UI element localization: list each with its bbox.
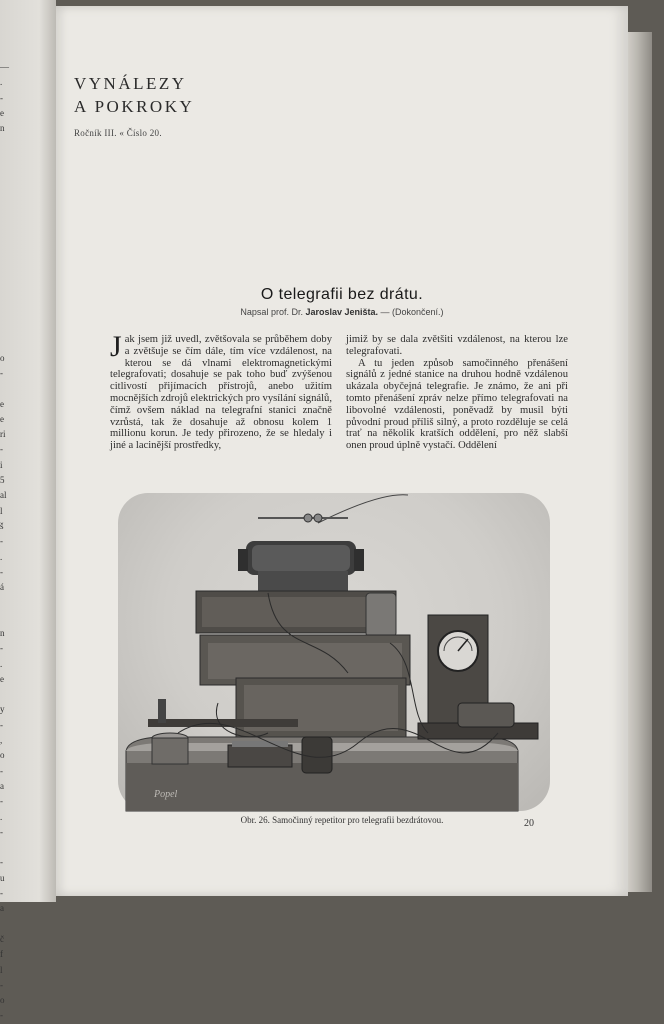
repeater-illustration (118, 493, 550, 811)
left-facing-page (0, 0, 56, 1021)
byline-suffix: — (Dokončení.) (380, 307, 444, 317)
magazine-title-line2: A POKROKY (74, 97, 195, 116)
book-page-edges (628, 32, 652, 892)
text-column-right (346, 334, 568, 452)
article-byline (56, 307, 628, 317)
page-number: 20 (524, 818, 534, 829)
magazine-title-line1: VYNÁLEZY (74, 74, 187, 93)
left-page-margin-text: — . - e n o - e e ri - i 5 al l š - . - á n - . e y - , o - a - . - - u - a č f l - o - (0, 62, 9, 1021)
paragraph: jimiž by se dala zvětšiti vzdálenost, na kterou lze telegrafovati. (346, 334, 568, 357)
drop-cap: J (110, 330, 122, 363)
byline-author: Jaroslav Jeništa. (305, 307, 379, 317)
apparatus-engraving (118, 493, 550, 811)
text-column-left (110, 330, 332, 452)
paragraph-text: ak jsem již uvedl, zvětšovala se průběhem doby a zvětšuje se čím dále, tím více vzdálenost, na kterou se dá vlnami elektromagnetickými telegrafovati; dosahuje se pak toho buď zvýšenou citlivostí přijímacích přístrojů, anebo užitím mocnějších zdrojů elektrických pro vysílání signálů, čímž ovšem náklad na telegrafní stanici značně vzrůstá, tak že dosahuje až obnosu kolem 1 millionu korun. Je tedy přirozeno, že se hledaly i jiné a lacinější prostředky, (110, 334, 332, 452)
engraver-signature: Popel (154, 789, 178, 800)
article-title: O telegrafii bez drátu. (260, 286, 424, 303)
byline-prefix: Napsal prof. Dr. (240, 307, 303, 317)
magazine-page (56, 6, 628, 896)
paragraph: A tu jeden způsob samočinného přenášení signálů z jedné stanice na druhou hodně vzdálenou ukázala obyčejná telegrafie. Je známo, že ani při tomto přenášení zpráv nelze přímo telegrafovati na libovolné vzdálenosti, poněvadž by musil býti původní proud příliš silný, a proto rozděluje se celá trať na několik kratších oddělení, pro něž slabší onen proud úplně vystačí. Oddělení (346, 357, 568, 452)
magazine-title (74, 74, 194, 117)
figure-caption: Obr. 26. Samočinný repetitor pro telegrafii bezdrátovou. (240, 815, 444, 825)
paragraph (110, 330, 332, 452)
issue-number: Ročník III. « Číslo 20. (74, 128, 162, 138)
